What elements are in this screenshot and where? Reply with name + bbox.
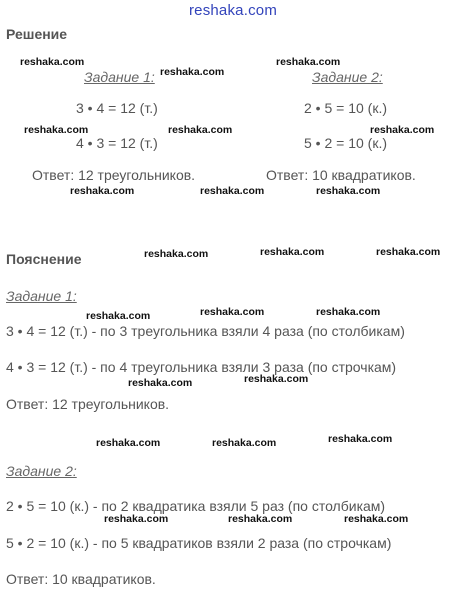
watermark: reshaka.com <box>212 437 277 449</box>
explanation-task1-answer: Ответ: 12 треугольников. <box>6 396 170 412</box>
explanation-task2-line-1: 2 • 5 = 10 (к.) - по 2 квадратика взяли 5 раз (по столбикам) <box>6 498 386 514</box>
watermark: reshaka.com <box>276 56 341 68</box>
explanation-heading: Пояснение <box>6 251 82 267</box>
watermark: reshaka.com <box>376 246 441 258</box>
watermark: reshaka.com <box>316 306 381 318</box>
explanation-task1-line-1: 3 • 4 = 12 (т.) - по 3 треугольника взяли 4 раза (по столбикам) <box>6 323 405 339</box>
solution-task1-line-1: 3 • 4 = 12 (т.) <box>76 100 158 116</box>
watermark: reshaka.com <box>168 124 233 136</box>
watermark: reshaka.com <box>160 66 225 78</box>
solution-task1-title: Задание 1: <box>84 69 155 85</box>
explanation-task1-line-2: 4 • 3 = 12 (т.) - по 4 треугольника взяли 3 раза (по строчкам) <box>6 359 397 375</box>
watermark: reshaka.com <box>344 513 409 525</box>
watermark: reshaka.com <box>24 124 89 136</box>
solution-task2-title: Задание 2: <box>312 69 383 85</box>
watermark: reshaka.com <box>144 248 209 260</box>
watermark: reshaka.com <box>104 513 169 525</box>
watermark: reshaka.com <box>200 185 265 197</box>
solution-heading: Решение <box>6 26 68 42</box>
explanation-task2-title: Задание 2: <box>6 463 77 479</box>
explanation-task2-line-2: 5 • 2 = 10 (к.) - по 5 квадратиков взяли 2 раза (по строчкам) <box>6 535 392 551</box>
watermark: reshaka.com <box>200 306 265 318</box>
watermark: reshaka.com <box>370 124 435 136</box>
solution-task1-line-2: 4 • 3 = 12 (т.) <box>76 135 158 151</box>
watermark: reshaka.com <box>328 433 393 445</box>
watermark: reshaka.com <box>96 437 161 449</box>
watermark: reshaka.com <box>128 377 193 389</box>
solution-task1-answer: Ответ: 12 треугольников. <box>32 167 196 183</box>
site-title[interactable]: reshaka.com <box>188 2 278 19</box>
watermark: reshaka.com <box>20 56 85 68</box>
watermark: reshaka.com <box>244 373 309 385</box>
watermark: reshaka.com <box>228 513 293 525</box>
watermark: reshaka.com <box>260 246 325 258</box>
watermark: reshaka.com <box>316 185 381 197</box>
solution-task2-line-1: 2 • 5 = 10 (к.) <box>304 100 388 116</box>
explanation-task1-title: Задание 1: <box>6 288 77 304</box>
watermark: reshaka.com <box>70 185 135 197</box>
explanation-task2-answer: Ответ: 10 квадратиков. <box>6 571 156 587</box>
solution-task2-line-2: 5 • 2 = 10 (к.) <box>304 135 388 151</box>
solution-task2-answer: Ответ: 10 квадратиков. <box>266 167 416 183</box>
watermark: reshaka.com <box>86 310 151 322</box>
